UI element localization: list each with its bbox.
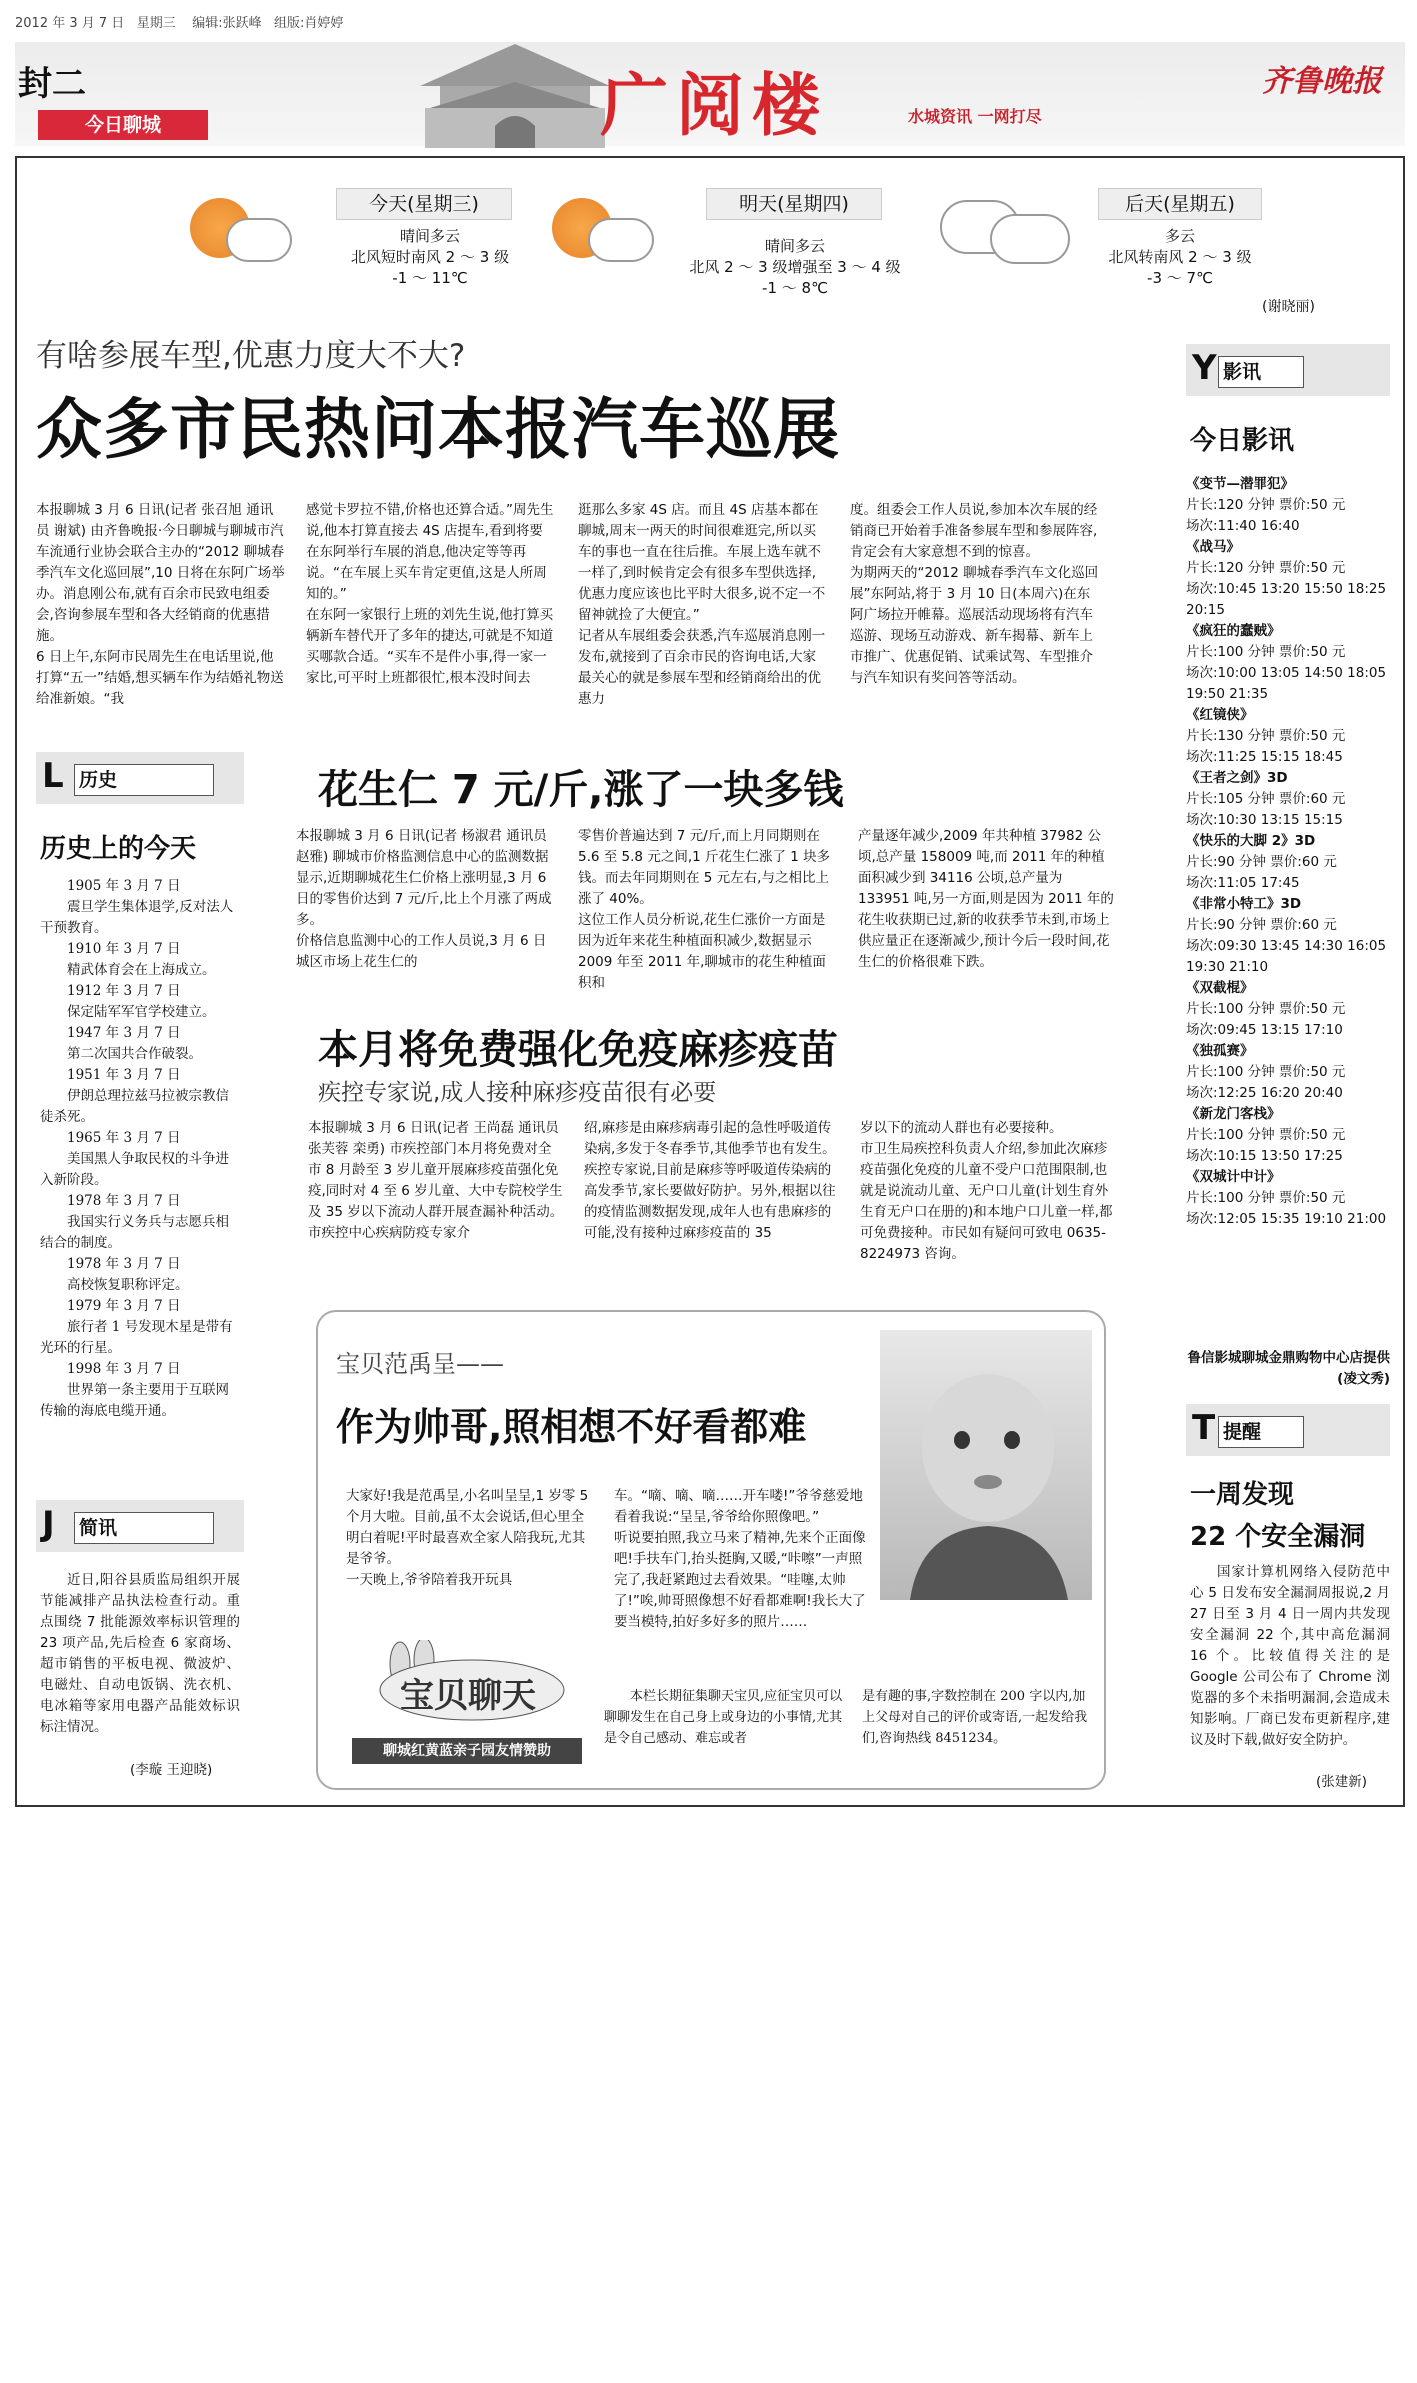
tower-illustration bbox=[400, 36, 630, 148]
tag-letter: T bbox=[1192, 1408, 1216, 1448]
sponsor-label: 聊城红黄蓝亲子园友情赞助 bbox=[352, 1738, 582, 1764]
movies-source-text: 鲁信影城聊城金鼎购物中心店提供 bbox=[1187, 1350, 1390, 1366]
section-label: 封二 bbox=[18, 64, 86, 104]
movies-title: 今日影讯 bbox=[1190, 426, 1295, 456]
movie-info: 片长:120 分钟 票价:50 元 bbox=[1186, 497, 1346, 513]
baby-photo-figure bbox=[880, 1330, 1092, 1600]
movie-times: 场次:09:45 13:15 17:10 bbox=[1186, 1022, 1343, 1038]
weather-credit: (谢晓丽) bbox=[1262, 299, 1315, 315]
history-title: 历史上的今天 bbox=[40, 834, 197, 864]
movie-info: 片长:100 分钟 票价:50 元 bbox=[1186, 1127, 1346, 1143]
peanut-col-1: 本报聊城 3 月 6 日讯(记者 杨淑君 通讯员 赵雅) 聊城市价格监测信息中心的监测数据显示,近期聊城花生仁价格上涨明显,3 月 6 日的零售价达到 7 元/斤,比上个月涨了两成多。 价格信息监测中心的工作人员说,3 月 6 日城区市场上花生仁的 bbox=[296, 828, 552, 970]
movie-name: 《变节—潜罪犯》 bbox=[1186, 476, 1294, 492]
reminder-credit: (张建新) bbox=[1316, 1774, 1368, 1790]
movie-name: 《双截棍》 bbox=[1186, 980, 1254, 996]
history-item-event: 精武体育会在上海成立。 bbox=[67, 962, 216, 978]
movie-info: 片长:105 分钟 票价:60 元 bbox=[1186, 791, 1346, 807]
lead-col-4: 度。组委会工作人员说,参加本次车展的经销商已开始着手准备参展车型和参展阵容,肯定会有大家意想不到的惊喜。 为期两天的“2012 聊城春季汽车文化巡回展”东阿站,将于 3 月 10 日(本周六)在东阿广场拉开帷幕。巡展活动现场将有汽车巡游、现场互动游戏、新车揭幕、新车上市推广、优惠促销、试乘试驾、车型推介与汽车知识有奖问答等活动。 bbox=[850, 502, 1099, 686]
tag-label: 历史 bbox=[74, 764, 214, 796]
today-tab: 今日聊城 bbox=[38, 110, 208, 140]
weather-cond: 晴间多云 bbox=[399, 227, 460, 245]
movie-info: 片长:100 分钟 票价:50 元 bbox=[1186, 1190, 1346, 1206]
weather-wind: 北风转南风 2 ～ 3 级 bbox=[1108, 248, 1252, 266]
vaccine-headline: 本月将免费强化免疫麻疹疫苗 bbox=[318, 1027, 838, 1073]
history-item-event: 世界第一条主要用于互联网传输的海底电缆开通。 bbox=[40, 1382, 229, 1419]
movie-list bbox=[1186, 474, 1390, 1230]
movie-times: 场次:11:40 16:40 bbox=[1186, 518, 1300, 534]
weather-wind: 北风短时南风 2 ～ 3 级 bbox=[350, 248, 510, 266]
baby-notice-2: 是有趣的事,字数控制在 200 字以内,加上父母对自己的评价或寄语,一起发给我们,咨询热线 8451234。 bbox=[862, 1689, 1088, 1746]
brief-tag bbox=[36, 1500, 244, 1552]
history-item-date: 1965 年 3 月 7 日 bbox=[67, 1130, 181, 1146]
tag-letter: L bbox=[42, 756, 64, 796]
movie-times: 场次:10:00 13:05 14:50 18:05 19:50 21:35 bbox=[1186, 665, 1387, 702]
movies-tag bbox=[1186, 344, 1390, 396]
weather-temp: -3 ～ 7℃ bbox=[1147, 269, 1213, 287]
tag-label: 影讯 bbox=[1218, 356, 1304, 388]
movie-name: 《战马》 bbox=[1186, 539, 1240, 555]
cloud-icon bbox=[226, 218, 292, 262]
history-item-date: 1979 年 3 月 7 日 bbox=[67, 1298, 181, 1314]
movie-times: 场次:12:05 15:35 19:10 21:00 bbox=[1186, 1211, 1387, 1227]
movie-name: 《非常小特工》3D bbox=[1186, 896, 1302, 912]
page-title: 广阅楼 bbox=[600, 67, 829, 146]
history-item-date: 1947 年 3 月 7 日 bbox=[67, 1025, 181, 1041]
peanut-col-3: 产量逐年减少,2009 年共种植 37982 公顷,总产量 158009 吨,而 2011 年的种植面积减少到 34116 公顷,总产量为 133951 吨,另一方面,则是因为 2011 年的花生收获期已过,新的收获季节未到,市场上供应量正在逐渐减少,预计今后一段时间,花生仁的价格很难下跌。 bbox=[858, 828, 1114, 970]
movie-name: 《疯狂的蠢贼》 bbox=[1186, 623, 1281, 639]
reminder-text bbox=[1190, 1562, 1390, 1751]
movie-times: 场次:11:05 17:45 bbox=[1186, 875, 1300, 891]
cloud-icon bbox=[990, 214, 1070, 264]
movies-source bbox=[1186, 1348, 1390, 1390]
history-item-date: 1978 年 3 月 7 日 bbox=[67, 1193, 181, 1209]
history-item-event: 美国黑人争取民权的斗争进入新阶段。 bbox=[40, 1151, 229, 1188]
movie-times: 场次:10:45 13:20 15:50 18:25 20:15 bbox=[1186, 581, 1387, 618]
history-item-date: 1998 年 3 月 7 日 bbox=[67, 1361, 181, 1377]
slogan: 水城资讯 一网打尽 bbox=[908, 107, 1042, 126]
weather-day: 今天(星期三) bbox=[336, 188, 512, 220]
movie-name: 《红镜侠》 bbox=[1186, 707, 1254, 723]
lead-col-1: 本报聊城 3 月 6 日讯(记者 张召旭 通讯员 谢斌) 由齐鲁晚报·今日聊城与聊城市汽车流通行业协会联合主办的“2012 聊城春季汽车文化巡回展”,10 日将在东阿广场举办。消息刚公布,就有百余市民致电组委会,咨询参展车型和各大经销商的优惠措施。 6 日上午,东阿市民周先生在电话里说,他打算“五一”结婚,想买辆车作为结婚礼物送给准新娘。“我 bbox=[36, 502, 285, 707]
tag-letter: J bbox=[42, 1504, 55, 1544]
weather-cond: 晴间多云 bbox=[764, 237, 825, 255]
movie-info: 片长:90 分钟 票价:60 元 bbox=[1186, 854, 1337, 870]
lead-col-2: 感觉卡罗拉不错,价格也还算合适。”周先生说,他本打算直接去 4S 店提车,看到将要在东阿举行车展的消息,他决定等等再说。“在车展上买车肯定更值,这是人所周知的。” 在东阿一家银行上班的刘先生说,他打算买辆新车替代开了多年的捷达,可就是不知道买哪款合适。“买车不是件小事,得一家一家比,可平时上班都很忙,根本没时间去 bbox=[306, 502, 554, 686]
history-item-date: 1905 年 3 月 7 日 bbox=[67, 878, 181, 894]
movie-name: 《王者之剑》3D bbox=[1186, 770, 1288, 786]
baby-photo bbox=[880, 1330, 1092, 1600]
vaccine-subhead: 疾控专家说,成人接种麻疹疫苗很有必要 bbox=[318, 1080, 717, 1106]
history-item-event: 高校恢复职称评定。 bbox=[67, 1277, 189, 1293]
history-item-date: 1951 年 3 月 7 日 bbox=[67, 1067, 181, 1083]
movie-info: 片长:90 分钟 票价:60 元 bbox=[1186, 917, 1337, 933]
history-list bbox=[40, 876, 240, 1422]
baby-col-1: 大家好!我是范禹呈,小名叫呈呈,1 岁零 5 个月大啦。目前,虽不太会说话,但心里全明白着呢!平时最喜欢全家人陪我玩,尤其是爷爷。 一天晚上,爷爷陪着我开玩具 bbox=[346, 1488, 589, 1588]
tag-letter: Y bbox=[1192, 348, 1217, 388]
peanut-headline: 花生仁 7 元/斤,涨了一块多钱 bbox=[318, 767, 844, 813]
history-item-event: 旅行者 1 号发现木星是带有光环的行星。 bbox=[40, 1319, 233, 1356]
baby-col-2: 车。“嘀、嘀、嘀……开车喽!”爷爷慈爱地看着我说:“呈呈,爷爷给你照像吧。” 听说要拍照,我立马来了精神,先来个正面像吧!手扶车门,抬头挺胸,又暖,“咔嚓”一声照完了,我赶紧跑过去看效果。“哇噻,太帅了!”唉,帅哥照像想不好看都难啊!我长大了要当模特,拍好多好多的照片…… bbox=[614, 1488, 866, 1630]
movie-info: 片长:100 分钟 票价:50 元 bbox=[1186, 1064, 1346, 1080]
history-item-date: 1978 年 3 月 7 日 bbox=[67, 1256, 181, 1272]
movie-times: 场次:11:25 15:15 18:45 bbox=[1186, 749, 1343, 765]
movie-name: 《双城计中计》 bbox=[1186, 1169, 1281, 1185]
baby-notice-1: 本栏长期征集聊天宝贝,应征宝贝可以聊聊发生在自己身上或身边的小事情,尤其是令自己感动、难忘或者 bbox=[604, 1689, 843, 1746]
movie-info: 片长:130 分钟 票价:50 元 bbox=[1186, 728, 1346, 744]
reminder-body: 国家计算机网络入侵防范中心 5 日发布安全漏洞周报说,2 月 27 日至 3 月 4 日一周内共发现安全漏洞 22 个,其中高危漏洞 16 个。比较值得关注的是 Google 公司公布了 Chrome 浏览器的多个未指明漏洞,会造成未知影响。厂商已发布更新程序,建议及时下载,做好安全防护。 bbox=[1190, 1564, 1390, 1748]
peanut-col-2: 零售价普遍达到 7 元/斤,而上月同期则在 5.6 至 5.8 元之间,1 斤花生仁涨了 1 块多钱。而去年同期则在 5 元左右,与之相比上涨了 40%。 这位工作人员分析说,花生仁涨价一方面是因为近年来花生种植面积减少,数据显示 2009 年至 2011 年,聊城市的花生种植面积和 bbox=[578, 828, 831, 991]
movie-times: 场次:10:30 13:15 15:15 bbox=[1186, 812, 1343, 828]
editor: 编辑:张跃峰 bbox=[192, 16, 262, 31]
history-item-event: 伊朗总理拉兹马拉被宗教信徒杀死。 bbox=[40, 1088, 229, 1125]
layout-editor: 组版:肖婷婷 bbox=[274, 16, 344, 31]
brief-credit: (李璇 王迎晓) bbox=[130, 1762, 213, 1778]
vaccine-col-3: 岁以下的流动人群也有必要接种。 市卫生局疾控科负责人介绍,参加此次麻疹疫苗强化免疫的儿童不受户口范围限制,也就是说流动儿童、无户口儿童(计划生育外生育无户口在册的)和本地户口儿童一样,都可免费接种。市民如有疑问可致电 0635-8224973 咨询。 bbox=[860, 1120, 1113, 1262]
history-tag bbox=[36, 752, 244, 804]
movie-times: 场次:10:15 13:50 17:25 bbox=[1186, 1148, 1343, 1164]
cloud-icon bbox=[588, 218, 654, 262]
reminder-tag bbox=[1186, 1404, 1390, 1456]
weather-temp: -1 ～ 8℃ bbox=[762, 279, 828, 297]
weather-wind: 北风 2 ～ 3 级增强至 3 ～ 4 级 bbox=[689, 258, 901, 276]
movie-times: 场次:12:25 16:20 20:40 bbox=[1186, 1085, 1343, 1101]
history-item-date: 1912 年 3 月 7 日 bbox=[67, 983, 181, 999]
weather-cond: 多云 bbox=[1164, 227, 1195, 245]
tag-label: 提醒 bbox=[1218, 1416, 1304, 1448]
movie-name: 《快乐的大脚 2》3D bbox=[1186, 833, 1316, 849]
baby-chat-logo bbox=[360, 1640, 570, 1726]
history-item-event: 我国实行义务兵与志愿兵相结合的制度。 bbox=[40, 1214, 229, 1251]
weather-day: 明天(星期四) bbox=[706, 188, 882, 220]
brand-logo: 齐鲁晚报 bbox=[1262, 64, 1382, 99]
movie-info: 片长:120 分钟 票价:50 元 bbox=[1186, 560, 1346, 576]
baby-chat-logo-text: 宝贝聊天 bbox=[400, 1676, 536, 1716]
baby-headline: 作为帅哥,照相想不好看都难 bbox=[336, 1405, 807, 1449]
movie-info: 片长:100 分钟 票价:50 元 bbox=[1186, 1001, 1346, 1017]
lead-headline: 众多市民热问本报汽车巡展 bbox=[36, 391, 840, 468]
movie-name: 《新龙门客栈》 bbox=[1186, 1106, 1281, 1122]
baby-kicker: 宝贝范禹呈—— bbox=[336, 1350, 504, 1378]
tag-label: 简讯 bbox=[74, 1512, 214, 1544]
date: 2012 年 3 月 7 日 bbox=[15, 16, 125, 31]
movie-times: 场次:09:30 13:45 14:30 16:05 19:30 21:10 bbox=[1186, 938, 1387, 975]
history-item-date: 1910 年 3 月 7 日 bbox=[67, 941, 181, 957]
movie-info: 片长:100 分钟 票价:50 元 bbox=[1186, 644, 1346, 660]
masthead-meta bbox=[15, 12, 343, 31]
history-item-event: 震旦学生集体退学,反对法人干预教育。 bbox=[40, 899, 234, 936]
movies-credit: (凌文秀) bbox=[1337, 1371, 1390, 1387]
reminder-title-2: 22 个安全漏洞 bbox=[1190, 1522, 1366, 1552]
history-item-event: 保定陆军军官学校建立。 bbox=[67, 1004, 216, 1020]
weather-temp: -1 ～ 11℃ bbox=[392, 269, 468, 287]
lead-kicker: 有啥参展车型,优惠力度大不大? bbox=[36, 338, 466, 374]
reminder-title-1: 一周发现 bbox=[1190, 1480, 1295, 1510]
vaccine-col-2: 绍,麻疹是由麻疹病毒引起的急性呼吸道传染病,多发于冬春季节,其他季节也有发生。 疾控专家说,目前是麻疹等呼吸道传染病的高发季节,家长要做好防护。另外,根据以往的疫情监测数据发现,成年人也有患麻疹的可能,没有接种过麻疹疫苗的 35 bbox=[584, 1120, 836, 1241]
brief-body: 近日,阳谷县质监局组织开展节能减排产品执法检查行动。重点围绕 7 批能源效率标识管理的 23 项产品,先后检查 6 家商场、超市销售的平板电视、微波炉、电磁灶、自动电饭锅、洗衣机、电冰箱等家用电器产品能效标识标注情况。 bbox=[40, 1572, 240, 1735]
weekday: 星期三 bbox=[136, 16, 176, 31]
history-item-event: 第二次国共合作破裂。 bbox=[67, 1046, 202, 1062]
brief-text bbox=[40, 1570, 240, 1738]
vaccine-col-1: 本报聊城 3 月 6 日讯(记者 王尚磊 通讯员 张芙蓉 栾勇) 市疾控部门本月将免费对全市 8 月龄至 3 岁儿童开展麻疹疫苗强化免疫,同时对 4 至 6 岁儿童、大中专院校学生及 35 岁以下流动人群开展查漏补种活动。 市疾控中心疾病防疫专家介 bbox=[308, 1120, 564, 1241]
lead-col-3: 逛那么多家 4S 店。而且 4S 店基本都在聊城,周末一两天的时间很难逛完,所以买车的事也一直在往后推。车展上选车就不一样了,到时候肯定会有很多车型供选择,优惠力度应该也比平时大很多,说不定一不留神就捡了大便宜。” 记者从车展组委会获悉,汽车巡展消息刚一发布,就接到了百余市民的咨询电话,大家最关心的就是参展车型和经销商给出的优惠力 bbox=[578, 502, 826, 707]
movie-name: 《独孤赛》 bbox=[1186, 1043, 1254, 1059]
weather-day: 后天(星期五) bbox=[1098, 188, 1262, 220]
